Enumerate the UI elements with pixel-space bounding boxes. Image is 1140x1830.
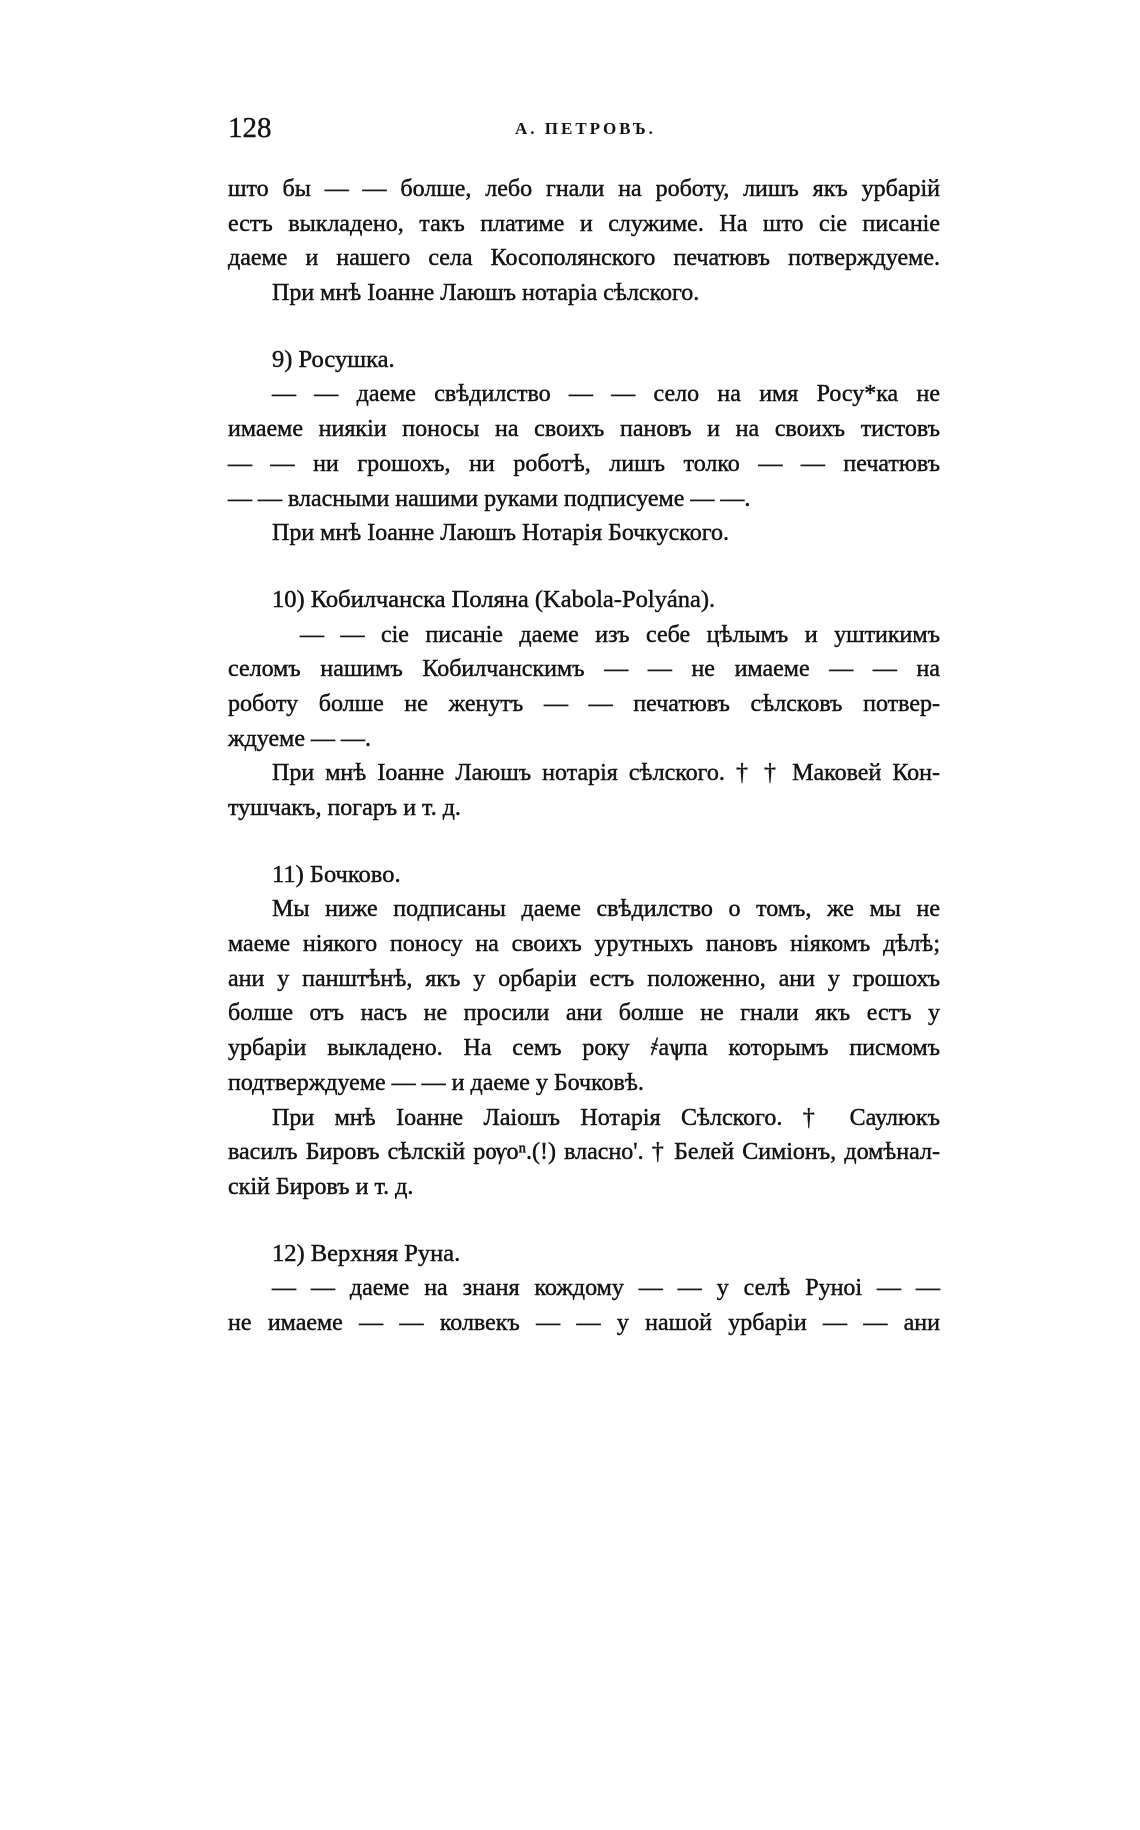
text-line: естъ выкладено, такъ платиме и служиме. На што сіе писаніе: [228, 210, 940, 237]
signature-line: При мнѣ Іоанне Лаюшъ Нотарія Бочкуского.: [272, 520, 730, 547]
intro-paragraph: [228, 172, 940, 311]
signature-line: При мнѣ Іоанне Лаіошъ Нотарія Сѣлского. † Саулюкъ: [272, 1104, 940, 1131]
text-line: — — сіе писаніе даеме изъ себе цѣлымъ и уштикимъ: [300, 621, 940, 648]
signature-line: При мнѣ Іоанне Лаюшъ нотарія сѣлского. † † Маковей Кон-: [272, 760, 940, 787]
text-line: што бы — — болше, лебо гнали на роботу, лишъ якъ урбарій: [228, 176, 940, 202]
running-head: [228, 110, 940, 146]
text-line: роботу болше не женутъ — — печатювъ сѣлсковъ потвер-: [228, 690, 940, 717]
page-number: 128: [228, 112, 272, 144]
text-line: ани у панштѣнѣ, якъ у орбаріи естъ положенно, ани у грошохъ: [228, 965, 940, 992]
text-line: имаеме ниякіи поносы на своихъ пановъ и на своихъ тистовъ: [228, 416, 940, 443]
signature-line: василъ Бировъ сѣлскій рѹоⁿ.(!) власно'. † Белей Симіонъ, домѣнал-: [228, 1139, 940, 1166]
section-verkhnyaya-runa: [228, 1237, 940, 1341]
text-line: селомъ нашимъ Кобилчанскимъ — — не имаеме — — на: [228, 656, 940, 683]
section-rosushka: [228, 343, 940, 551]
section-heading: 11) Бочково.: [272, 860, 401, 888]
signature-line: тушчакъ, погаръ и т. д.: [228, 795, 461, 821]
section-kobilchanska-polyana: [228, 583, 940, 826]
text-line: подтверждуеме — — и даеме у Бочковѣ.: [228, 1069, 644, 1096]
text-line: маеме ніякого поносу на своихъ урутныхъ пановъ ніякомъ дѣлѣ;: [228, 931, 940, 958]
text-line: урбаріи выкладено. На семъ року ҂аѱпа которымъ писмомъ: [228, 1035, 940, 1062]
section-bochkovo: [228, 858, 940, 1205]
text-line: — — власными нашими руками подписуеме — —.: [228, 485, 751, 512]
text-line: болше отъ насъ не просили ани болше не гнали якъ естъ у: [228, 1000, 940, 1027]
text-line: ждуеме — —.: [228, 725, 371, 752]
section-heading: 10) Кобилчанска Поляна (Kabola-Polyána).: [272, 585, 716, 613]
body-text: [228, 172, 940, 1341]
running-title: А. ПЕТРОВЪ.: [515, 119, 656, 138]
section-heading: 9) Росушка.: [272, 345, 395, 373]
section-heading: 12) Верхняя Руна.: [272, 1239, 461, 1267]
signature-line: При мнѣ Іоанне Лаюшъ нотаріа сѣлского.: [272, 280, 700, 307]
signature-line: скій Бировъ и т. д.: [228, 1173, 414, 1200]
text-line: — — ни грошохъ, ни роботѣ, лишъ толко — — печатювъ: [228, 450, 940, 477]
text-line: даеме и нашего села Косополянского печатювъ потверждуеме.: [228, 245, 940, 272]
text-line: — — даеме свѣдилство — — село на имя Росу*ка не: [272, 381, 940, 408]
text-line: Мы ниже подписаны даеме свѣдилство о томъ, же мы не: [272, 896, 940, 923]
text-line: — — даеме на знаня кождому — — у селѣ Руноі — —: [272, 1275, 940, 1302]
text-line: не имаеме — — колвекъ — — у нашой урбаріи — — ани: [228, 1309, 940, 1336]
